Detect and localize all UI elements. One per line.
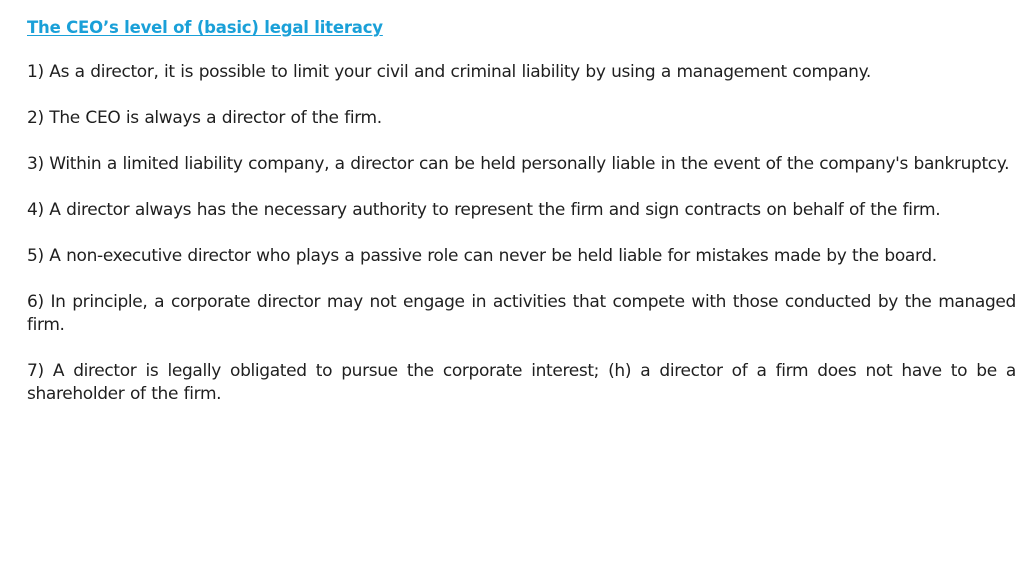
statement-item-3: 3) Within a limited liability company, a director can be held personally liable in the event of the company's bankruptcy.	[27, 154, 1010, 174]
statement-item-1: 1) As a director, it is possible to limit your civil and criminal liability by using a management company.	[27, 62, 871, 82]
statement-item-5: 5) A non-executive director who plays a passive role can never be held liable for mistakes made by the board.	[27, 246, 937, 266]
statement-item-6: 6) In principle, a corporate director may not engage in activities that compete with those conducted by the managed firm.	[27, 292, 1016, 335]
slide-title: The CEO’s level of (basic) legal literacy	[27, 18, 383, 37]
statement-list	[27, 61, 1016, 406]
statement-item-7: 7) A director is legally obligated to pursue the corporate interest; (h) a director of a firm does not have to be a shareholder of the firm.	[27, 361, 1016, 404]
statement-item-4: 4) A director always has the necessary authority to represent the firm and sign contracts on behalf of the firm.	[27, 200, 941, 220]
statement-item-2: 2) The CEO is always a director of the firm.	[27, 108, 382, 128]
